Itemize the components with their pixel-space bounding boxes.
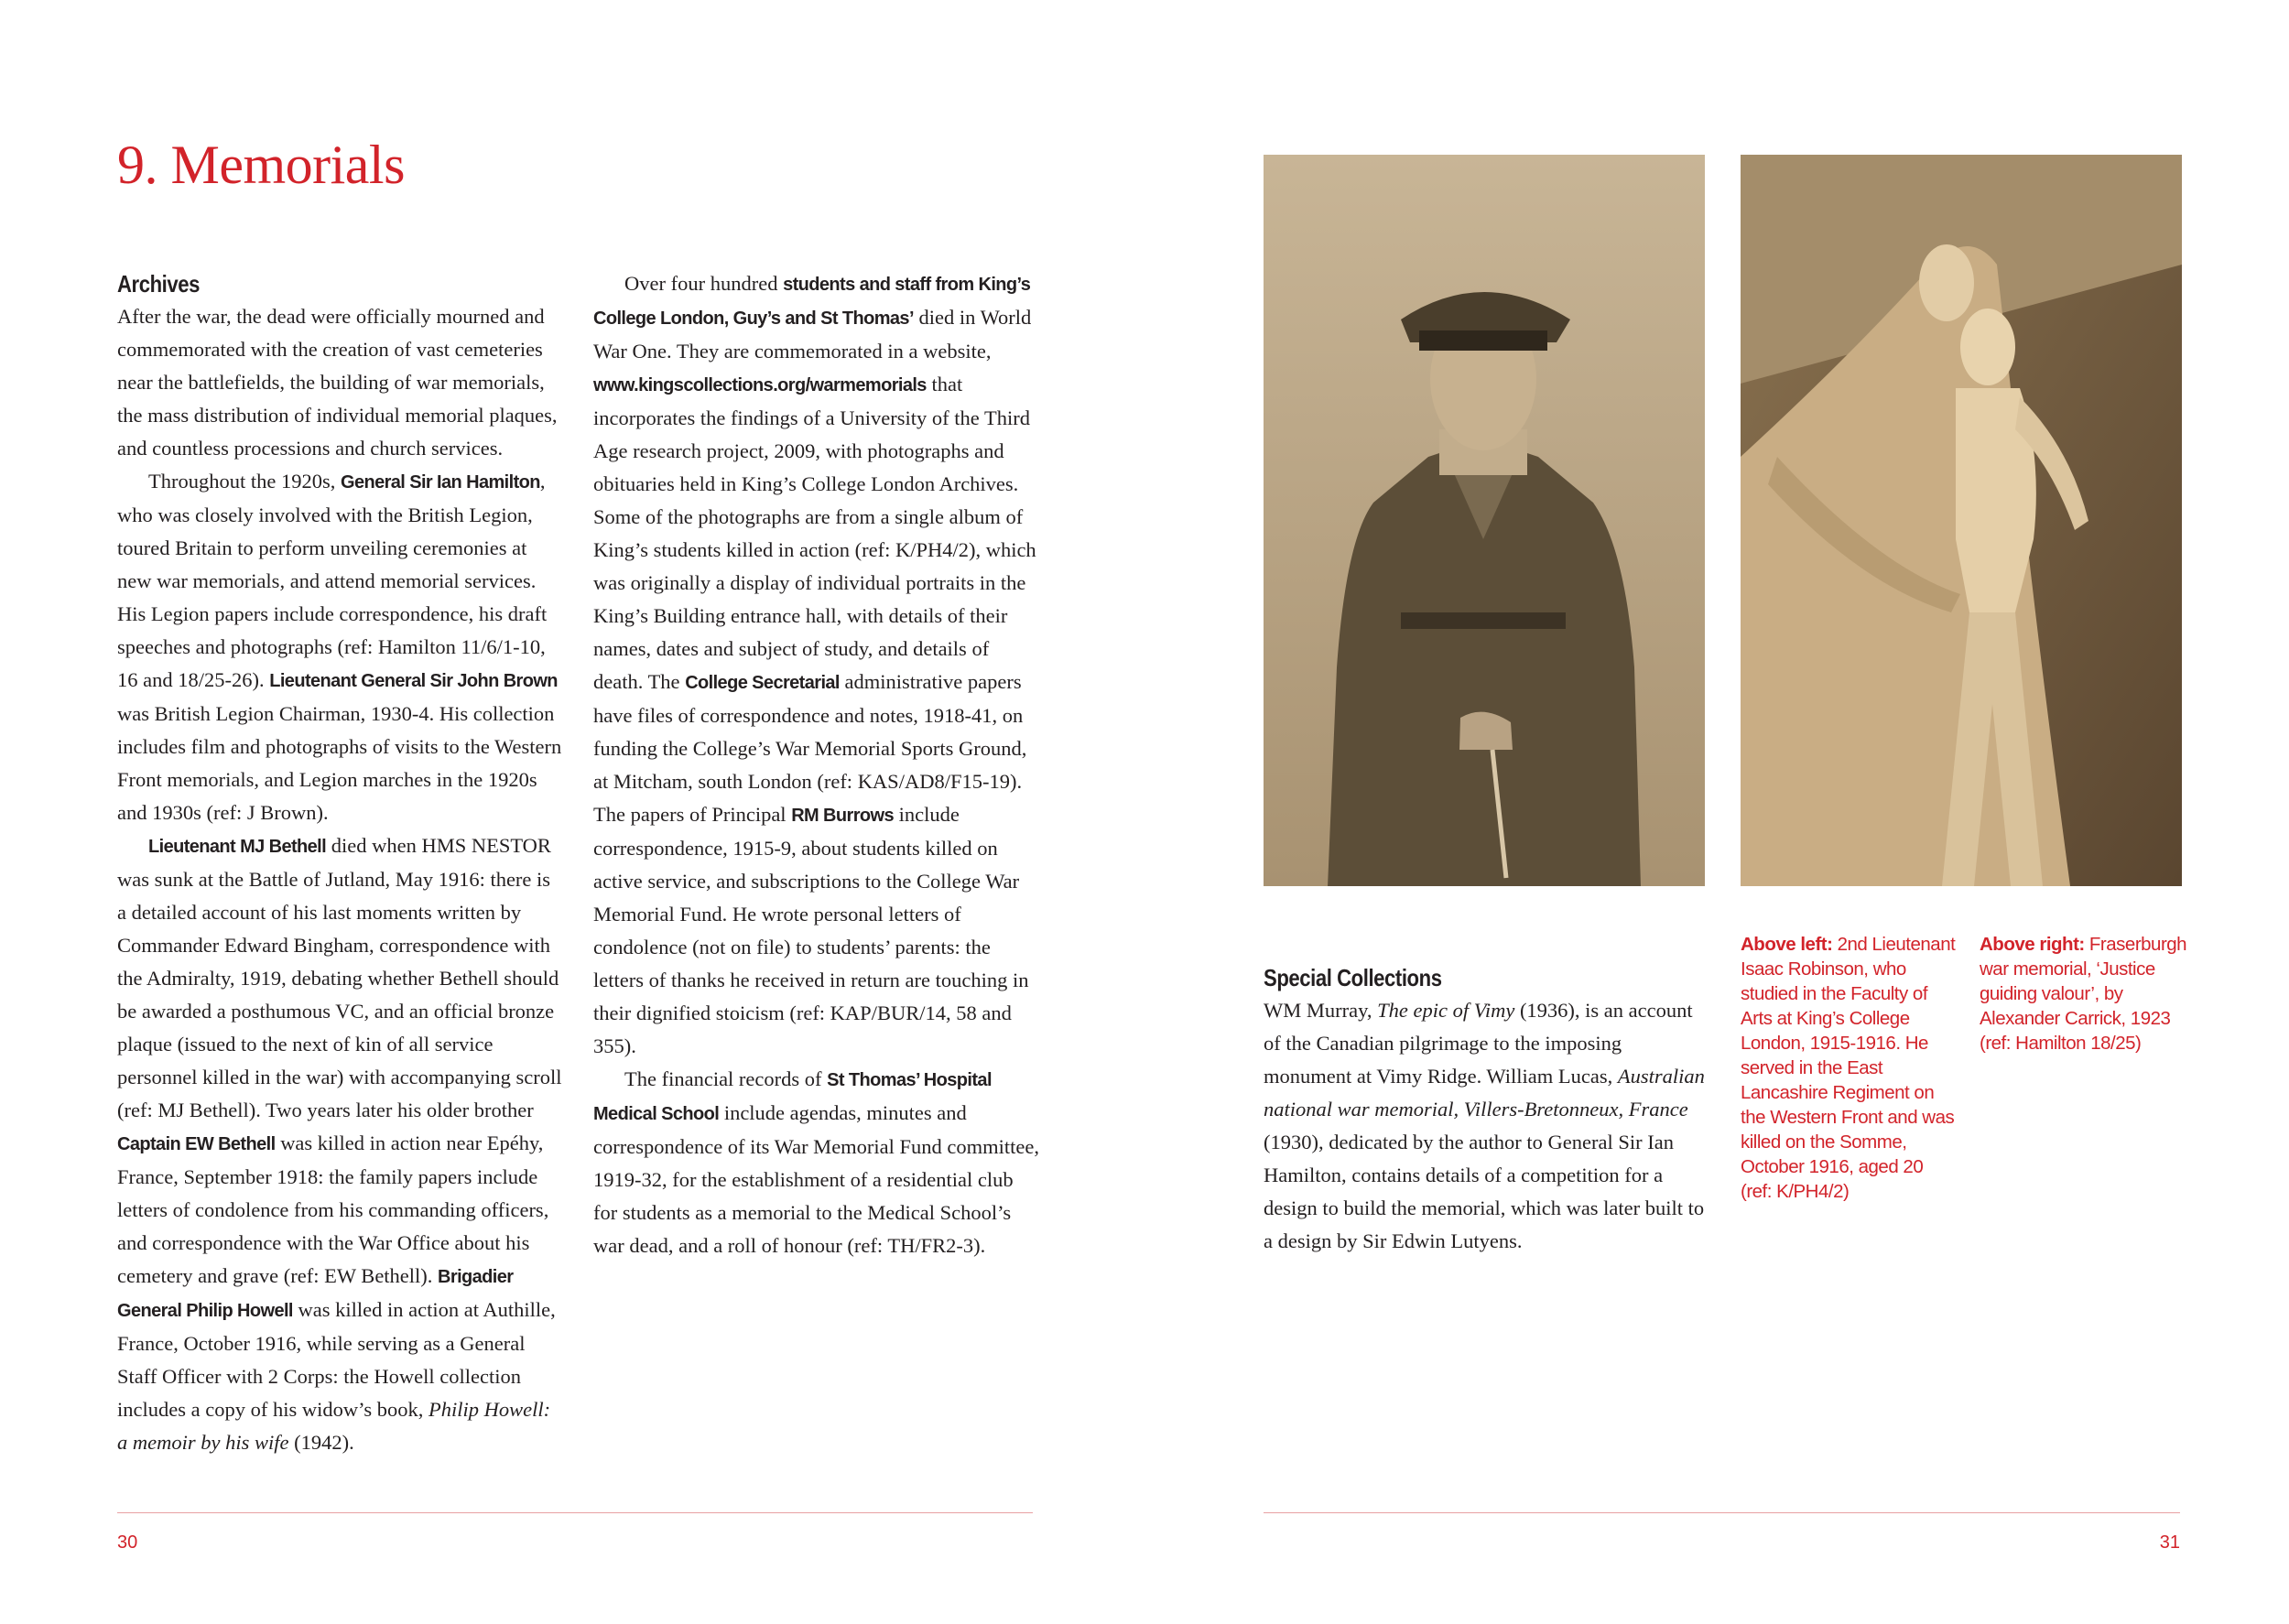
paragraph: Over four hundred students and staff from King’s College London, Guy’s and St Thomas’ died in World War One. They are commemorated in a website, www.kingscollections.org/warmemorials that incorporates the findings of a University of the Third Age research project, 2009, with photographs and obituaries held in King’s College London Archives. Some of the photographs are from a single album of King’s students killed in action (ref: K/PH4/2), which was originally a display of individual portraits in the King’s Building entrance hall, with details of their names, dates and subject of study, and details of death. The College Secretarial administrative papers have files of correspondence and notes, 1918-41, on funding the College’s War Memorial Sports Ground, at Mitcham, south London (ref: KAS/AD8/F15-19). The papers of Principal RM Burrows include correspondence, 1915-9, about students killed on active service, and subscriptions to the College War Memorial Fund. He wrote personal letters of condolence (not on file) to students’ parents: the letters of thanks he received in return are touching in their dignified stoicism (ref: KAP/BUR/14, 58 and 355). xyxy=(593,272,1036,1057)
page-number-right: 31 xyxy=(2159,1532,2180,1553)
section-heading-special-collections: Special Collections xyxy=(1264,964,1442,991)
page-title: 9. Memorials xyxy=(117,135,405,195)
keyword: Brigadier General Philip Howell xyxy=(117,1267,514,1321)
book-title: Philip Howell: a memoir by his wife xyxy=(117,1398,551,1454)
keyword: Lieutenant MJ Bethell xyxy=(148,837,327,857)
text-column-1 xyxy=(117,267,564,1459)
keyword: General Sir Ian Hamilton xyxy=(340,472,540,493)
book-title: The epic of Vimy xyxy=(1377,999,1515,1022)
footer-rule-left xyxy=(117,1512,1033,1513)
caption-right-photo: Above right: Fraserburgh war memorial, ‘Justice guiding valour’, by Alexander Carrick, 1923 (ref: Hamilton 18/25) xyxy=(1980,934,2187,1054)
paragraph: Throughout the 1920s, General Sir Ian Hamilton, who was closely involved with the British Legion, toured Britain to perform unveiling ceremonies at new war memorials, and attend memorial services. His Legion papers include correspondence, his draft speeches and photographs (ref: Hamilton 11/6/1-10, 16 and 18/25-26). Lieutenant General Sir John Brown was British Legion Chairman, 1930-4. His collection includes film and photographs of visits to the Western Front memorials, and Legion marches in the 1920s and 1930s (ref: J Brown). xyxy=(117,470,562,824)
paragraph: After the war, the dead were officially mourned and commemorated with the creation of vast cemeteries near the battlefields, the building of war memorials, the mass distribution of individual memorial plaques, and countless processions and church services. xyxy=(117,305,558,460)
text-column-3 xyxy=(1264,928,1708,1258)
footer-rule-right xyxy=(1264,1512,2180,1513)
keyword: Captain EW Bethell xyxy=(117,1134,276,1154)
caption-label: Above left: xyxy=(1741,934,1833,955)
memorial-sculpture-image xyxy=(1741,155,2182,886)
paragraph: Lieutenant MJ Bethell died when HMS NESTOR was sunk at the Battle of Jutland, May 1916: there is a detailed account of his last moments written by Commander Edward Bingham, correspondence with the Admiralty, 1919, debating whether Bethell should be awarded a posthumous VC, and an official bronze plaque (issued to the next of kin of all service personnel killed in the war) with accompanying scroll (ref: MJ Bethell). Two years later his older brother Captain EW Bethell was killed in action near Epéhy, France, September 1918: the family papers include letters of condolence from his commanding officers, and correspondence with the War Office about his cemetery and grave (ref: EW Bethell). Brigadier General Philip Howell was killed in action at Authille, France, October 1916, while serving as a General Staff Officer with 2 Corps: the Howell collection includes a copy of his widow’s book, Philip Howell: a memoir by his wife (1942). xyxy=(117,834,562,1454)
keyword: Lieutenant General Sir John Brown xyxy=(269,671,558,691)
page-number-left: 30 xyxy=(117,1532,138,1553)
caption-left-photo: Above left: 2nd Lieutenant Isaac Robinson, who studied in the Faculty of Arts at King’s College London, 1915-1916. He served in the East Lancashire Regiment on the Western Front and was killed on the Somme, October 1916, aged 20 (ref: K/PH4/2) xyxy=(1741,934,1956,1202)
keyword: students and staff from King’s College London, Guy’s and St Thomas’ xyxy=(593,275,1031,329)
caption-label: Above right: xyxy=(1980,934,2085,955)
keyword: RM Burrows xyxy=(791,806,894,826)
portrait-photo xyxy=(1264,155,1705,886)
memorial-photo xyxy=(1741,155,2182,886)
paragraph: WM Murray, The epic of Vimy (1936), is an account of the Canadian pilgrimage to the imposing monument at Vimy Ridge. William Lucas, Australian national war memorial, Villers-Bretonneux, France (1930), dedicated by the author to General Sir Ian Hamilton, contains details of a competition for a design to build the memorial, which was later built to a design by Sir Edwin Lutyens. xyxy=(1264,999,1705,1252)
paragraph: The financial records of St Thomas’ Hospital Medical School include agendas, minutes and correspondence of its War Memorial Fund committee, 1919-32, for the establishment of a residential club for students as a memorial to the Medical School’s war dead, and a roll of honour (ref: TH/FR2-3). xyxy=(593,1067,1040,1257)
keyword: College Secretarial xyxy=(685,673,840,693)
text-column-2 xyxy=(593,267,1042,1262)
section-heading-archives: Archives xyxy=(117,270,200,298)
website-link: www.kingscollections.org/warmemorials xyxy=(593,375,927,395)
book-title: Australian national war memorial, Villers-Bretonneux, France xyxy=(1264,1065,1705,1121)
soldier-portrait-image xyxy=(1264,155,1705,886)
keyword: St Thomas’ Hospital Medical School xyxy=(593,1070,992,1124)
